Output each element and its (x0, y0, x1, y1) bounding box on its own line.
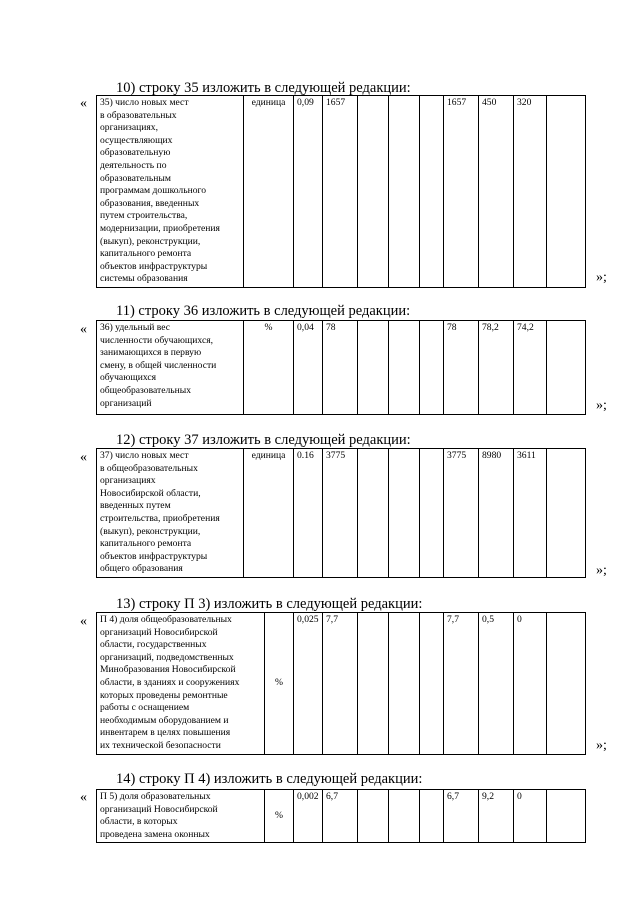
row-name: П 5) доля образовательных организаций Новосибирской области, в которых проведена замена оконных (97, 790, 265, 843)
row-weight: 0,002 (294, 790, 323, 843)
close-quote-2: »; (596, 398, 607, 413)
row-value-7: 0 (514, 613, 547, 755)
row-value-7: 3611 (514, 449, 547, 578)
row-value-5: 7,7 (444, 613, 479, 755)
row-value-4 (420, 790, 444, 843)
row-value-5: 6,7 (444, 790, 479, 843)
row-value-1: 3775 (323, 449, 358, 578)
row-value-2 (358, 96, 389, 288)
row-value-6: 0,5 (479, 613, 514, 755)
row-value-2 (358, 321, 389, 415)
section-heading-3: 12) строку 37 изложить в следующей редакции: (116, 432, 411, 448)
row-value-2 (358, 790, 389, 843)
row-value-8 (547, 790, 586, 843)
open-quote-1: « (80, 96, 87, 111)
row-value-5: 1657 (444, 96, 479, 288)
row-value-1: 1657 (323, 96, 358, 288)
row-unit: % (244, 321, 294, 415)
row-value-3 (389, 790, 420, 843)
row-name: 37) число новых мест в общеобразовательных организациях Новосибирской области, введенных путем строительства, приобретения (выкуп), реконструкции, капитального ремонта объектов инфраструктуры общего образования (97, 449, 244, 578)
close-quote-4: »; (596, 738, 607, 753)
table-row-2 (96, 320, 586, 415)
row-name: 35) число новых мест в образовательных организациях, осуществляющих образовательную деятельность по образовательным программам дошкольного образования, введенных путем строительства, модернизации, приобретения (выкуп), реконструкции, капитального ремонта объектов инфраструктуры системы образования (97, 96, 244, 288)
table-row-3 (96, 448, 586, 578)
row-value-3 (389, 321, 420, 415)
row-name: 36) удельный вес численности обучающихся, занимающихся в первую смену, в общей численности обучающихся общеобразовательных организаций (97, 321, 244, 415)
open-quote-3: « (80, 450, 87, 465)
section-heading-2: 11) строку 36 изложить в следующей редакции: (116, 303, 411, 319)
close-quote-3: »; (596, 563, 607, 578)
section-heading-1: 10) строку 35 изложить в следующей редакции: (116, 80, 411, 96)
row-value-4 (420, 321, 444, 415)
row-value-1: 7,7 (323, 613, 358, 755)
section-heading-5: 14) строку П 4) изложить в следующей редакции: (116, 771, 423, 787)
open-quote-4: « (80, 614, 87, 629)
row-value-7: 320 (514, 96, 547, 288)
row-unit: % (265, 613, 294, 755)
row-value-1: 6,7 (323, 790, 358, 843)
row-value-3 (389, 613, 420, 755)
open-quote-5: « (80, 790, 87, 805)
table-row-5 (96, 789, 586, 843)
row-weight: 0,025 (294, 613, 323, 755)
row-value-7: 0 (514, 790, 547, 843)
row-value-4 (420, 613, 444, 755)
row-value-4 (420, 449, 444, 578)
open-quote-2: « (80, 322, 87, 337)
row-value-6: 8980 (479, 449, 514, 578)
row-weight: 0.16 (294, 449, 323, 578)
row-weight: 0,04 (294, 321, 323, 415)
row-unit: % (265, 790, 294, 843)
row-value-6: 450 (479, 96, 514, 288)
row-value-8 (547, 613, 586, 755)
row-value-6: 9,2 (479, 790, 514, 843)
row-value-5: 3775 (444, 449, 479, 578)
row-value-2 (358, 449, 389, 578)
row-value-1: 78 (323, 321, 358, 415)
table-row-1 (96, 95, 586, 288)
row-value-3 (389, 96, 420, 288)
row-value-8 (547, 321, 586, 415)
row-value-2 (358, 613, 389, 755)
row-value-7: 74,2 (514, 321, 547, 415)
row-weight: 0,09 (294, 96, 323, 288)
row-unit: единица (244, 96, 294, 288)
row-unit: единица (244, 449, 294, 578)
row-value-4 (420, 96, 444, 288)
table-row-4 (96, 612, 586, 755)
row-value-8 (547, 96, 586, 288)
close-quote-1: »; (596, 270, 607, 285)
row-value-8 (547, 449, 586, 578)
row-value-6: 78,2 (479, 321, 514, 415)
row-value-5: 78 (444, 321, 479, 415)
section-heading-4: 13) строку П 3) изложить в следующей редакции: (116, 596, 423, 612)
row-name: П 4) доля общеобразовательных организаций Новосибирской области, государственных организаций, подведомственных Минобразования Новосибирской области, в зданиях и сооружениях которых проведены ремонтные работы с оснащением необходимым оборудованием и инвентарем в целях повышения их технической безопасности (97, 613, 265, 755)
row-value-3 (389, 449, 420, 578)
